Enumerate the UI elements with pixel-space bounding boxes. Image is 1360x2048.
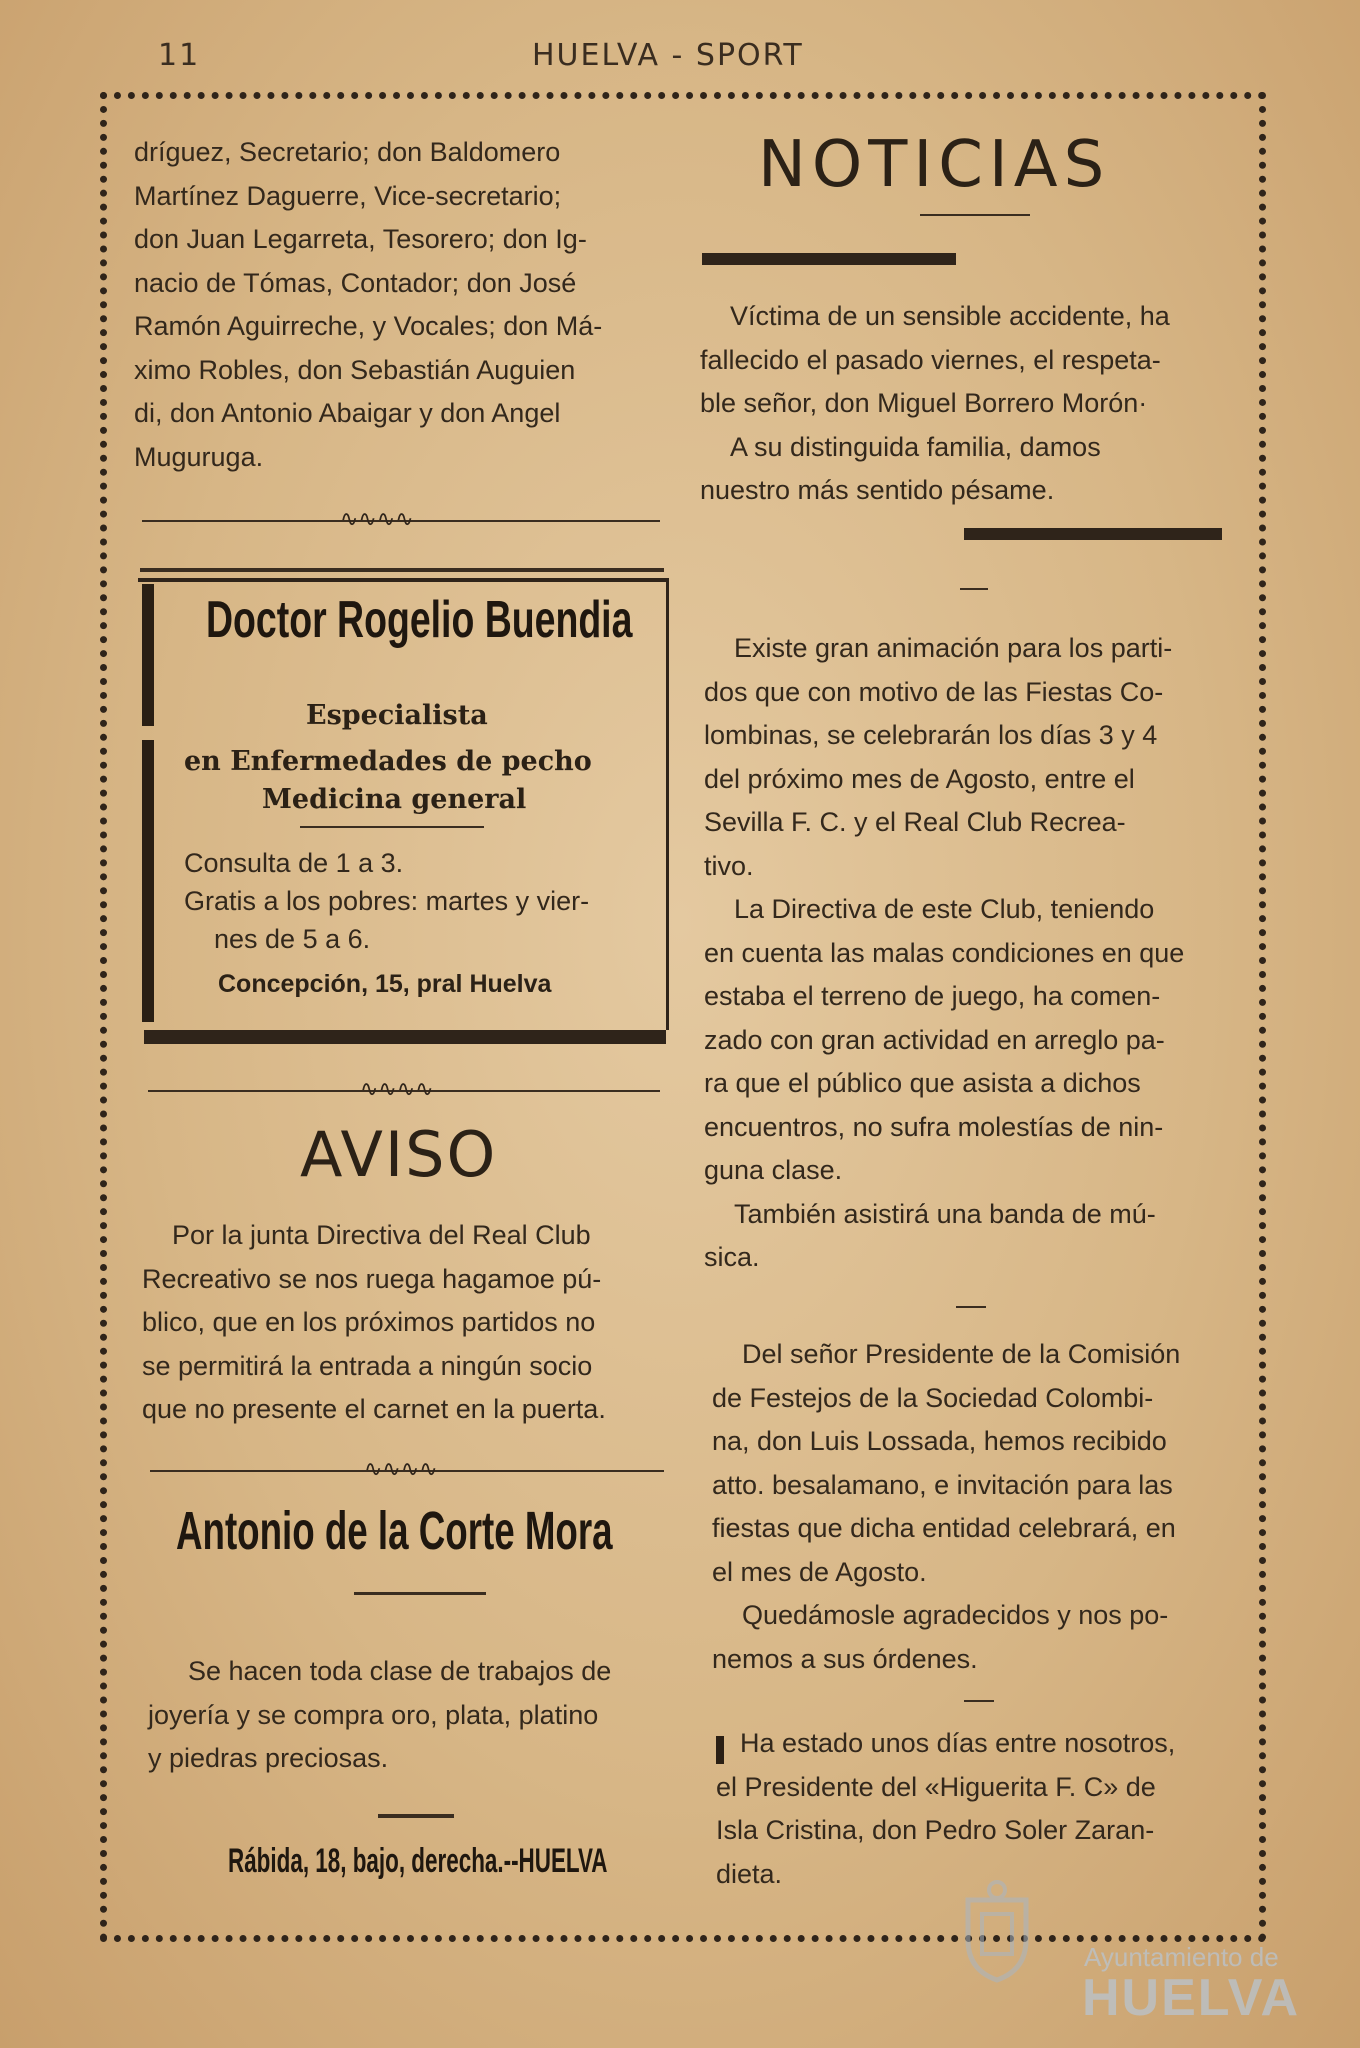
text-line: Ha estado unos días entre nosotros,: [740, 1728, 1176, 1758]
short-rule: [300, 826, 484, 828]
text-line: del próximo mes de Agosto, entre el: [704, 763, 1135, 794]
text-line: fallecido el pasado viernes, el respeta-: [700, 344, 1161, 375]
ad-bottom-bar: [144, 1030, 666, 1044]
short-rule: [378, 1814, 454, 1818]
doctor-address: Concepción, 15, pral Huelva: [218, 970, 552, 998]
wave-ornament: ∿∿∿∿: [340, 506, 414, 531]
text-line: La Directiva de este Club, teniendo: [734, 894, 1155, 924]
text-line: nuestro más sentido pésame.: [700, 475, 1055, 505]
crest-icon: [958, 1880, 1036, 2030]
doctor-name: Doctor Rogelio Buendia: [206, 591, 633, 649]
text-line: zado con gran actividad en arreglo pa-: [704, 1024, 1165, 1055]
aviso-body: [142, 1214, 672, 1432]
text-line: dríguez, Secretario; don Baldomero: [134, 137, 561, 167]
text-line: ximo Robles, don Sebastián Auguien: [134, 354, 576, 385]
short-rule: [920, 214, 1030, 216]
ad-left-bar: [142, 584, 154, 726]
text-line: fiestas que dicha entidad celebrará, en: [712, 1513, 1176, 1543]
text-line: dos que con motivo de las Fiestas Co-: [704, 676, 1164, 707]
text-line: Quedámosle agradecidos y nos po-: [742, 1600, 1169, 1630]
text-line: blico, que en los próximos partidos no: [142, 1307, 596, 1337]
text-line: na, don Luis Lossada, hemos recibido: [712, 1426, 1167, 1456]
text-line: Del señor Presidente de la Comisión: [742, 1339, 1181, 1369]
news-item-4: [716, 1722, 1236, 1896]
news-item-2: [704, 627, 1226, 1280]
text-line: Muguruga.: [134, 441, 264, 472]
aviso-heading: AVISO: [300, 1118, 498, 1191]
text-line: También asistirá una banda de mú-: [734, 1198, 1156, 1229]
news-item-3: [712, 1333, 1234, 1681]
text-line: Por la junta Directiva del Real Club: [172, 1220, 591, 1250]
text-line: el Presidente del «Higuerita F. C» de: [716, 1771, 1156, 1802]
text-line: Existe gran animación para los parti-: [734, 633, 1173, 663]
jeweler-address: Rábida, 18, bajo, derecha.--HUELVA: [228, 1842, 608, 1880]
ad-top-rule: [140, 568, 664, 572]
board-list: [134, 131, 662, 479]
text-line: Víctima de un sensible accidente, ha: [730, 301, 1170, 331]
text-line: ra que el público que asista a dichos: [704, 1068, 1141, 1098]
text-line: joyería y se compra oro, plata, platino: [148, 1699, 599, 1730]
short-rule: [960, 588, 988, 590]
doctor-specialty-1: Especialista: [306, 700, 488, 731]
publication-title: HUELVA - SPORT: [532, 38, 804, 73]
ad-left-bar: [142, 740, 154, 1022]
text-line: guna clase.: [704, 1155, 843, 1185]
text-line: A su distinguida familia, damos: [730, 431, 1101, 462]
section-bar: [702, 253, 956, 265]
text-line: don Juan Legarreta, Tesorero; don Ig-: [134, 224, 587, 254]
text-line: encuentros, no sufra molestías de nin-: [704, 1111, 1164, 1142]
wave-ornament: ∿∿∿∿: [360, 1076, 434, 1101]
doctor-specialty-3: Medicina general: [262, 784, 527, 815]
text-line: ble señor, don Miguel Borrero Morón·: [700, 388, 1148, 418]
text-line: Se hacen toda clase de trabajos de: [188, 1656, 612, 1686]
text-line: y piedras preciosas.: [148, 1743, 389, 1773]
doctor-specialty-2: en Enfermedades de pecho: [184, 746, 592, 777]
text-line: Sevilla F. C. y el Real Club Recrea-: [704, 807, 1126, 837]
section-bar: [964, 528, 1222, 540]
text-line: sica.: [704, 1242, 760, 1272]
short-rule: [956, 1306, 986, 1308]
text-line: de Festejos de la Sociedad Colombi-: [712, 1382, 1154, 1413]
text-line: en cuenta las malas condiciones en que: [704, 937, 1185, 968]
text-line: el mes de Agosto.: [712, 1556, 927, 1587]
text-line: que no presente el carnet en la puerta.: [142, 1394, 606, 1424]
text-line: Recreativo se nos ruega hagamoe pú-: [142, 1263, 602, 1294]
text-line: se permitirá la entrada a ningún socio: [142, 1350, 593, 1381]
text-line: di, don Antonio Abaigar y don Angel: [134, 398, 561, 428]
text-line: tivo.: [704, 850, 754, 881]
text-line: Isla Cristina, don Pedro Soler Zaran-: [716, 1815, 1155, 1845]
doctor-hours: Consulta de 1 a 3.: [184, 848, 404, 878]
wave-ornament: ∿∿∿∿: [364, 1456, 438, 1481]
text-line: lombinas, se celebrarán los días 3 y 4: [704, 720, 1158, 750]
short-rule: [964, 1700, 994, 1702]
jeweler-name: Antonio de la Corte Mora: [176, 1501, 613, 1561]
text-line: nemos a sus órdenes.: [712, 1643, 978, 1674]
watermark-line-2: HUELVA: [1082, 1969, 1301, 2027]
jeweler-body: [148, 1650, 676, 1781]
text-line: Martínez Daguerre, Vice-secretario;: [134, 180, 562, 211]
text-line: Ramón Aguirreche, y Vocales; don Má-: [134, 311, 603, 341]
watermark-line-1: Ayuntamiento de: [1084, 1942, 1279, 1972]
doctor-free-2: nes de 5 a 6.: [214, 924, 371, 954]
short-rule: [354, 1592, 486, 1595]
text-line: dieta.: [716, 1858, 783, 1889]
doctor-free-1: Gratis a los pobres: martes y vier-: [184, 886, 590, 916]
text-line: estaba el terreno de juego, ha comen-: [704, 981, 1161, 1011]
page-number: 11: [158, 38, 201, 73]
news-item-1: [700, 295, 1220, 513]
text-line: nacio de Tómas, Contador; don José: [134, 267, 577, 298]
text-line: atto. besalamano, e invitación para las: [712, 1469, 1173, 1500]
noticias-heading: NOTICIAS: [758, 128, 1111, 202]
